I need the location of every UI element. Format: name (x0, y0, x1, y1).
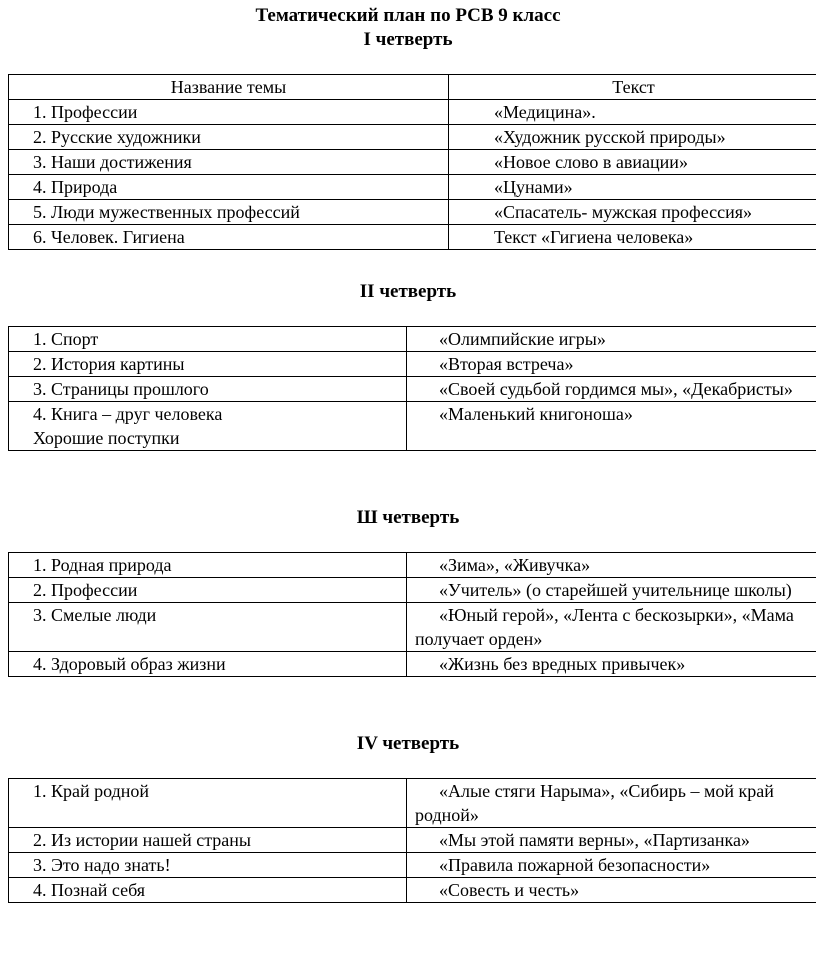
topic-cell: 2. Профессии (9, 578, 407, 603)
text-cell: «Правила пожарной безопасности» (407, 853, 816, 878)
text-cell: «Алые стяги Нарыма», «Сибирь – мой край родной» (407, 779, 816, 828)
text-cell: «Новое слово в авиации» (449, 150, 816, 175)
topic-cell: 6. Человек. Гигиена (9, 225, 449, 250)
text-cell: «Цунами» (449, 175, 816, 200)
text-cell: «Своей судьбой гордимся мы», «Декабристы» (407, 377, 816, 402)
table-row (9, 828, 816, 853)
table-row (9, 402, 816, 451)
topic-cell: 3. Смелые люди (9, 603, 407, 652)
table-row (9, 327, 816, 352)
text-cell: «Вторая встреча» (407, 352, 816, 377)
quarter-1-table (8, 74, 816, 250)
quarter-4-table (8, 778, 816, 903)
topic-cell: 3. Страницы прошлого (9, 377, 407, 402)
table-row (9, 603, 816, 652)
table-row (9, 553, 816, 578)
topic-cell: 4. Природа (9, 175, 449, 200)
topic-cell: 5. Люди мужественных профессий (9, 200, 449, 225)
topic-cell: 2. Из истории нашей страны (9, 828, 407, 853)
table-row (9, 878, 816, 903)
page-title: Тематический план по РСВ 9 класс (255, 5, 561, 26)
topic-cell: 3. Наши достижения (9, 150, 449, 175)
table-row (9, 225, 816, 250)
text-cell: «Медицина». (449, 100, 816, 125)
text-cell: «Зима», «Живучка» (407, 553, 816, 578)
text-cell: «Юный герой», «Лента с бескозырки», «Мама получает орден» (407, 603, 816, 652)
table-row (9, 200, 816, 225)
topic-cell: 2. Русские художники (9, 125, 449, 150)
topic-cell: 4. Книга – друг человека Хорошие поступки (9, 402, 407, 451)
text-cell: «Олимпийские игры» (407, 327, 816, 352)
table-row (9, 377, 816, 402)
topic-cell: 2. История картины (9, 352, 407, 377)
text-cell: «Совесть и честь» (407, 878, 816, 903)
column-header-text: Текст (449, 75, 816, 100)
quarter-3-heading: Ш четверть (356, 507, 460, 528)
table-header-row (9, 75, 816, 100)
topic-cell: 1. Спорт (9, 327, 407, 352)
quarter-2-heading: II четверть (359, 281, 457, 302)
text-cell: «Художник русской природы» (449, 125, 816, 150)
table-row (9, 100, 816, 125)
table-row (9, 779, 816, 828)
quarter-3-table (8, 552, 816, 677)
topic-cell: 1. Родная природа (9, 553, 407, 578)
column-header-topic: Название темы (9, 75, 449, 100)
table-row (9, 175, 816, 200)
topic-cell: 4. Здоровый образ жизни (9, 652, 407, 677)
topic-cell: 1. Профессии (9, 100, 449, 125)
topic-cell: 4. Познай себя (9, 878, 407, 903)
table-row (9, 150, 816, 175)
text-cell: «Спасатель- мужская профессия» (449, 200, 816, 225)
text-cell: «Мы этой памяти верны», «Партизанка» (407, 828, 816, 853)
quarter-4-heading: IV четверть (356, 733, 460, 754)
text-cell: Текст «Гигиена человека» (449, 225, 816, 250)
table-row (9, 853, 816, 878)
quarter-2-table (8, 326, 816, 451)
topic-cell: 3. Это надо знать! (9, 853, 407, 878)
text-cell: «Маленький книгоноша» (407, 402, 816, 451)
topic-cell: 1. Край родной (9, 779, 407, 828)
text-cell: «Жизнь без вредных привычек» (407, 652, 816, 677)
quarter-1-heading: I четверть (363, 29, 453, 50)
table-row (9, 652, 816, 677)
table-row (9, 352, 816, 377)
table-row (9, 578, 816, 603)
table-row (9, 125, 816, 150)
text-cell: «Учитель» (о старейшей учительнице школы) (407, 578, 816, 603)
